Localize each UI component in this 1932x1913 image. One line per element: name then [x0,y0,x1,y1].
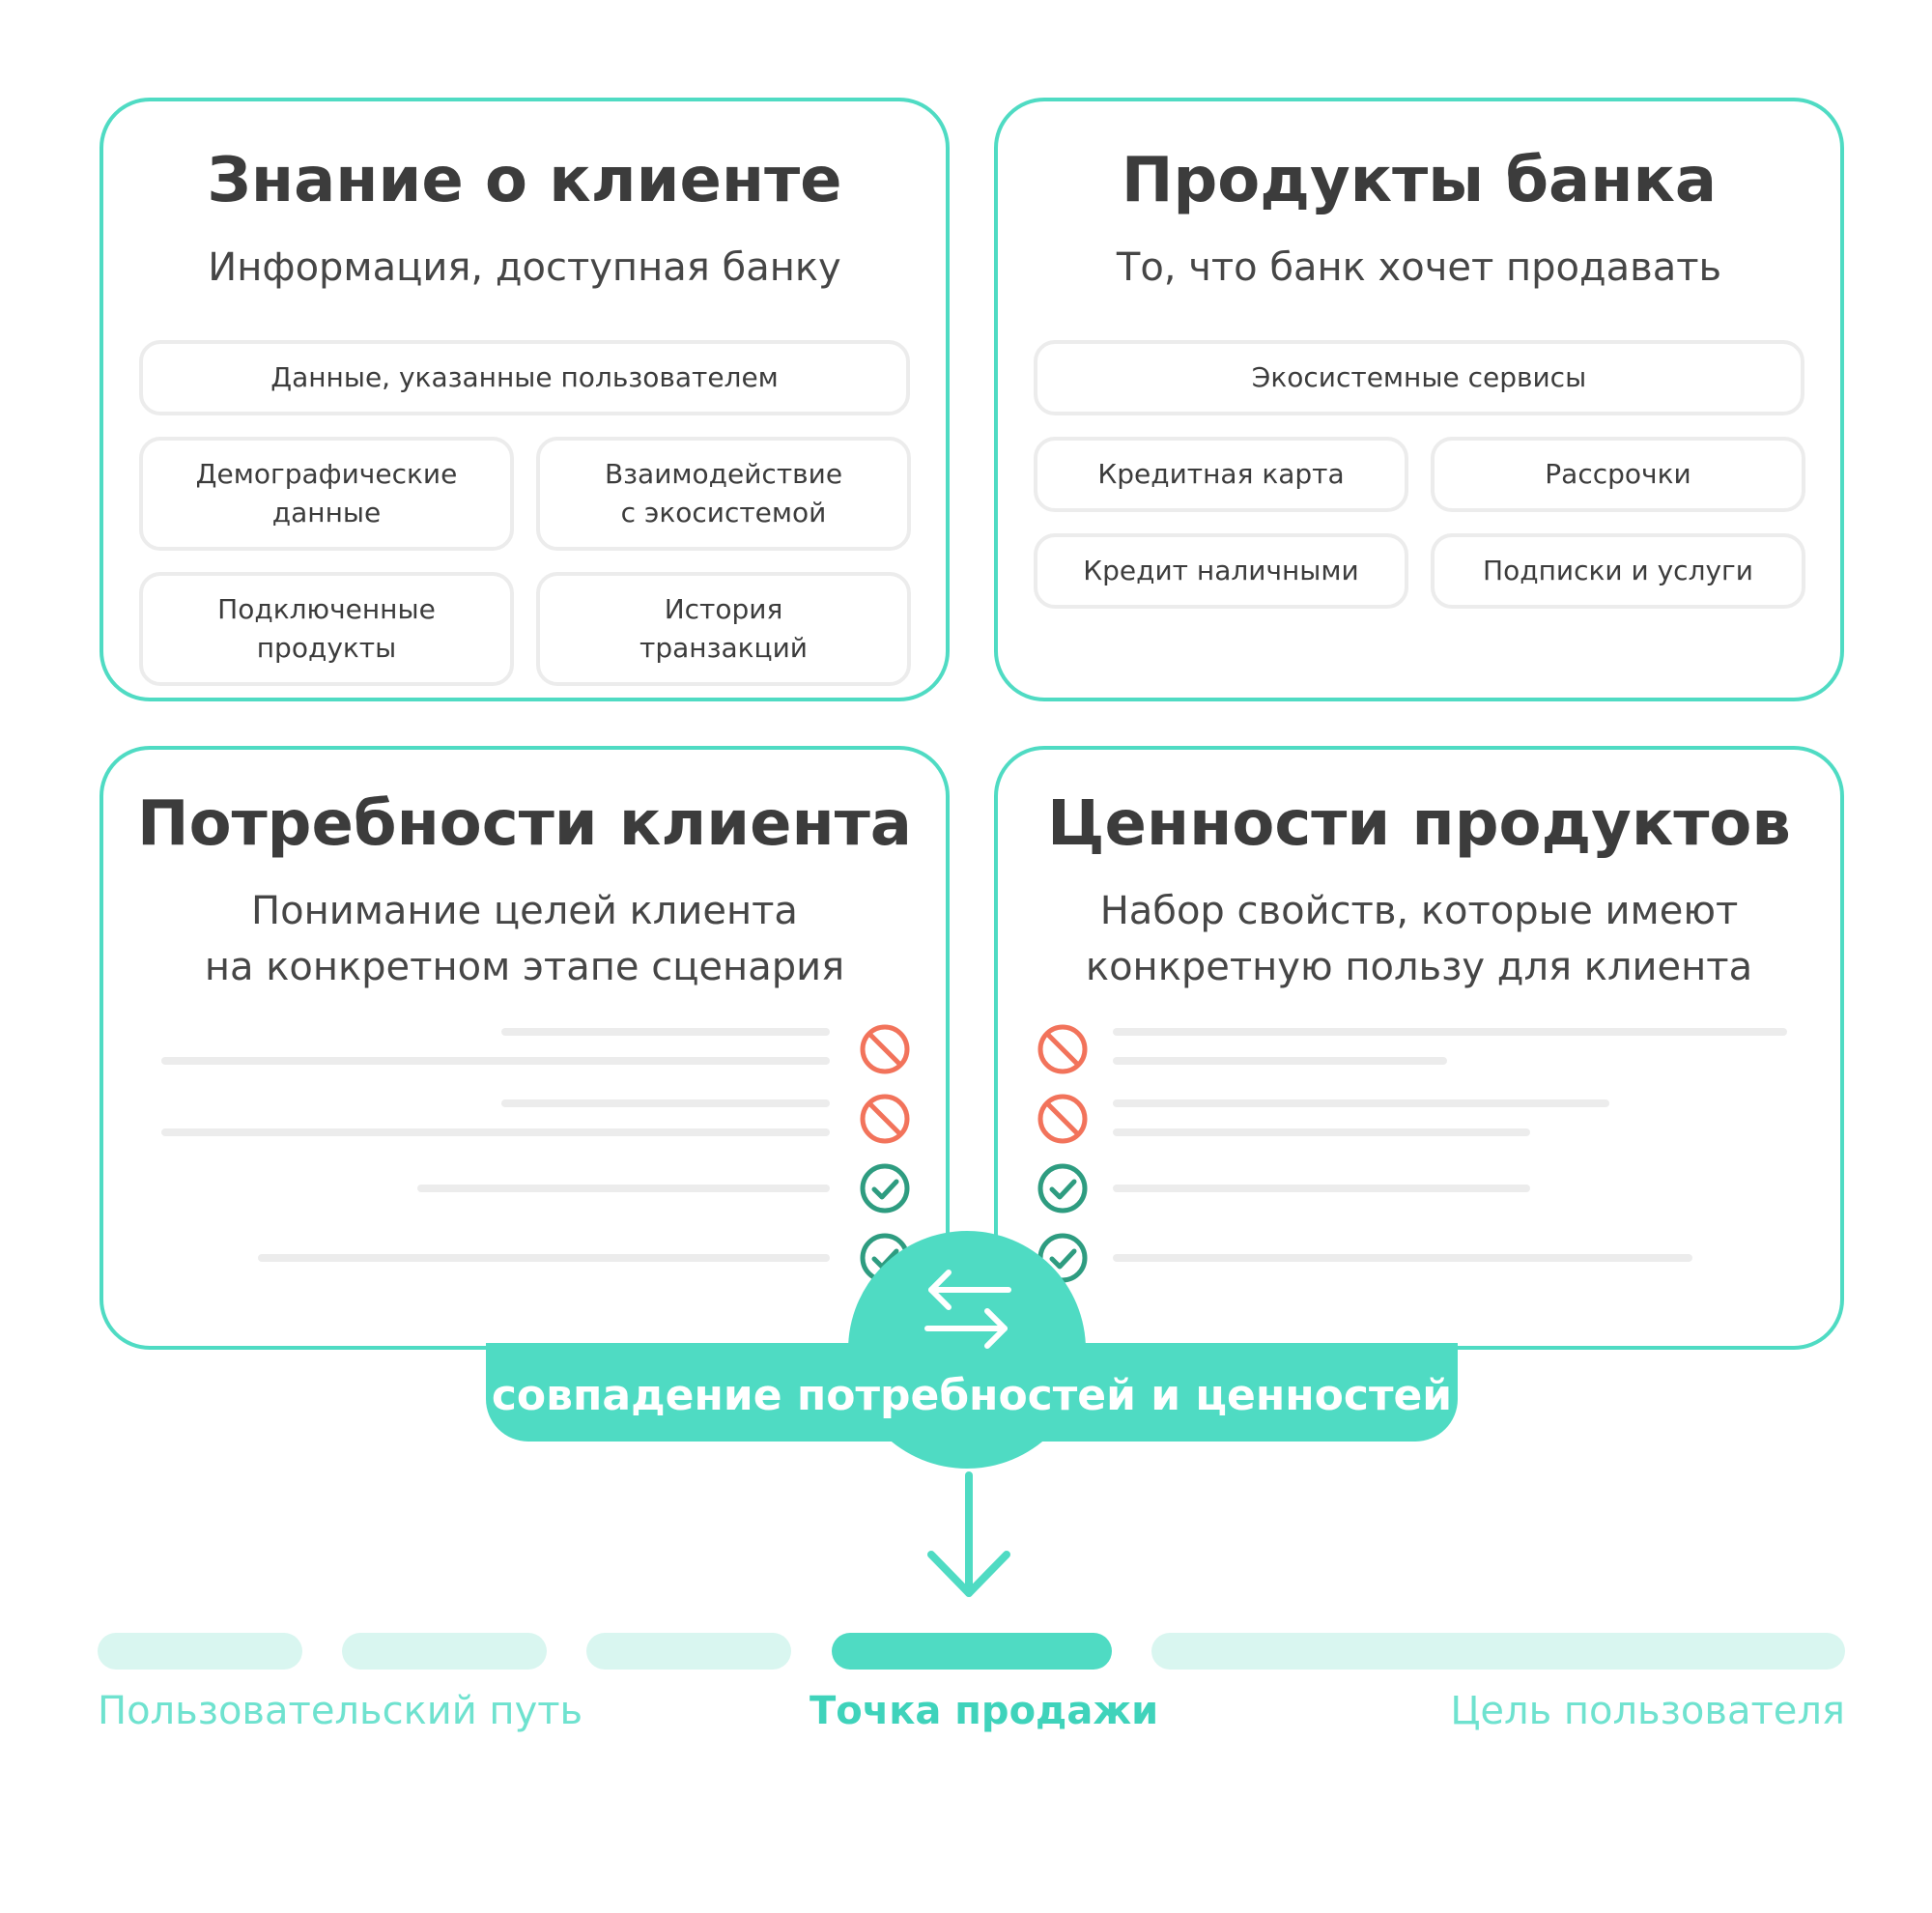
placeholder-line [1113,1185,1530,1192]
chip-subscriptions: Подписки и услуги [1431,533,1805,609]
placeholder-line [161,1128,830,1136]
journey-segment [98,1633,302,1670]
check-icon [1037,1162,1089,1214]
check-icon [859,1162,911,1214]
journey-label-sale-point: Точка продажи [810,1689,1159,1733]
chip-ecosystem-services: Экосистемные сервисы [1034,340,1804,415]
chip-installments: Рассрочки [1431,437,1805,512]
blocked-icon [859,1093,911,1145]
card-client-knowledge [99,98,950,701]
journey-segment [1151,1633,1845,1670]
chip-cash-loan: Кредит наличными [1034,533,1408,609]
placeholder-line [1113,1028,1787,1036]
placeholder-line [417,1185,830,1192]
card-title: Ценности продуктов [1047,788,1791,860]
journey-segment [586,1633,791,1670]
placeholder-line [161,1057,830,1065]
chip-connected-products: Подключенные продукты [139,572,514,686]
card-subtitle: То, что банк хочет продавать [1116,245,1722,290]
chip-ecosystem-interaction: Взаимодействие с экосистемой [536,437,911,551]
chip-credit-card: Кредитная карта [1034,437,1408,512]
blocked-icon [859,1023,911,1075]
placeholder-line [258,1254,830,1262]
placeholder-line [1113,1128,1530,1136]
match-label: совпадение потребностей и ценностей [491,1371,1453,1420]
placeholder-line [1113,1099,1609,1107]
card-client-needs [99,746,950,1350]
card-subtitle: Информация, доступная банку [208,245,841,290]
journey-label-start: Пользовательский путь [98,1689,583,1733]
chip-user-data: Данные, указанные пользователем [139,340,910,415]
chip-demographics: Демографические данные [139,437,514,551]
blocked-icon [1037,1093,1089,1145]
match-banner [486,1343,1458,1442]
arrow-down-icon [925,1471,1012,1601]
placeholder-line [501,1028,830,1036]
journey-label-goal: Цель пользователя [1450,1689,1845,1733]
journey-segment-sale-point [832,1633,1112,1670]
card-title: Продукты банка [1121,145,1718,216]
card-product-values [994,746,1844,1350]
card-subtitle: Понимание целей клиента на конкретном этапе сценария [204,889,845,989]
card-subtitle: Набор свойств, которые имеют конкретную пользу для клиента [1085,889,1753,989]
placeholder-line [501,1099,830,1107]
card-title: Знание о клиенте [207,145,842,216]
card-title: Потребности клиента [137,788,912,860]
journey-segment [342,1633,547,1670]
chip-transaction-history: История транзакций [536,572,911,686]
card-bank-products [994,98,1844,701]
placeholder-line [1113,1057,1447,1065]
swap-arrows-icon [922,1261,1014,1354]
blocked-icon [1037,1023,1089,1075]
placeholder-line [1113,1254,1692,1262]
